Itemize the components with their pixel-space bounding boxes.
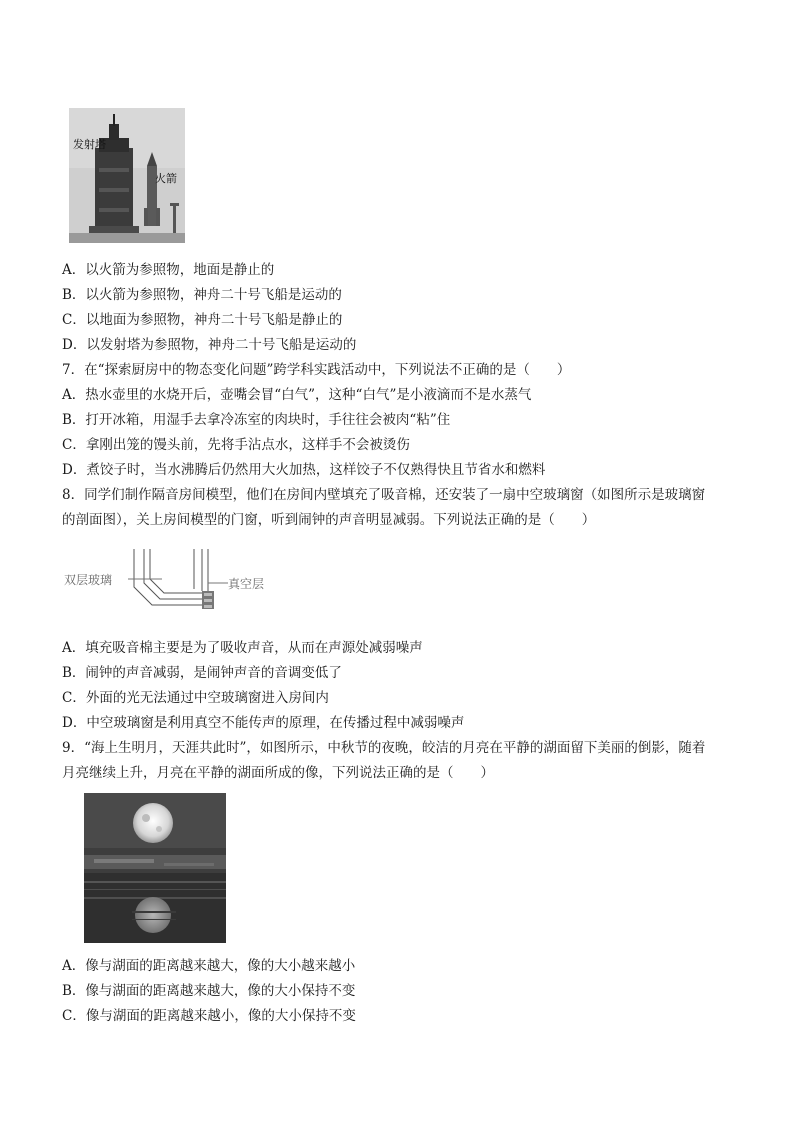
q7-option-b: B．打开冰箱，用湿手去拿冷冻室的肉块时，手往往会被肉“粘”住 xyxy=(62,412,451,428)
q7-stem: 7．在“探索厨房中的物态变化问题”跨学科实践活动中，下列说法不正确的是（ ） xyxy=(62,362,571,378)
q7-option-a: A．热水壶里的水烧开后，壶嘴会冒“白气”，这种“白气”是小液滴而不是水蒸气 xyxy=(62,387,532,403)
q8-stem-line2: 的剖面图），关上房间模型的门窗，听到闹钟的声音明显减弱。下列说法正确的是（ ） xyxy=(62,512,596,528)
q6-option-c: C．以地面为参照物，神舟二十号飞船是静止的 xyxy=(62,312,343,328)
moon-reflection-photo xyxy=(84,793,226,943)
q9-option-c: C．像与湖面的距离越来越小，像的大小保持不变 xyxy=(62,1008,356,1024)
q9-option-a: A．像与湖面的距离越来越大，像的大小越来越小 xyxy=(62,958,356,974)
q8-option-d: D．中空玻璃窗是利用真空不能传声的原理，在传播过程中减弱噪声 xyxy=(62,715,465,731)
q9-stem-line2: 月亮继续上升，月亮在平静的湖面所成的像，下列说法正确的是（ ） xyxy=(62,765,494,781)
q8-option-b: B．闹钟的声音减弱，是闹钟声音的音调变低了 xyxy=(62,665,342,681)
rocket-label: 火箭 xyxy=(155,172,177,185)
q7-option-c: C．拿刚出笼的馒头前，先将手沾点水，这样手不会被烫伤 xyxy=(62,437,410,453)
q9-stem-line1: 9．“海上生明月，天涯共此时”，如图所示，中秋节的夜晚，皎洁的月亮在平静的湖面留下美丽的倒影，随着 xyxy=(62,740,706,756)
q8-option-a: A．填充吸音棉主要是为了吸收声音，从而在声源处减弱噪声 xyxy=(62,640,423,656)
launch-tower-label: 发射塔 xyxy=(73,138,106,151)
q7-option-d: D．煮饺子时，当水沸腾后仍然用大火加热，这样饺子不仅熟得快且节省水和燃料 xyxy=(62,462,546,478)
q6-option-d: D．以发射塔为参照物，神舟二十号飞船是运动的 xyxy=(62,337,357,353)
q6-option-b: B．以火箭为参照物，神舟二十号飞船是运动的 xyxy=(62,287,342,303)
q8-option-c: C．外面的光无法通过中空玻璃窗进入房间内 xyxy=(62,690,329,706)
rocket-launch-photo xyxy=(69,108,185,243)
vacuum-layer-label: 真空层 xyxy=(228,577,265,591)
double-glazing-figure xyxy=(62,547,277,617)
q8-stem-line1: 8．同学们制作隔音房间模型，他们在房间内壁填充了吸音棉，还安装了一扇中空玻璃窗（如图所示是玻璃窗 xyxy=(62,487,706,503)
q6-option-a: A．以火箭为参照物，地面是静止的 xyxy=(62,262,275,278)
double-glass-label: 双层玻璃 xyxy=(64,573,113,587)
moon-reflection-illustration xyxy=(84,793,226,943)
q9-option-b: B．像与湖面的距离越来越大，像的大小保持不变 xyxy=(62,983,356,999)
